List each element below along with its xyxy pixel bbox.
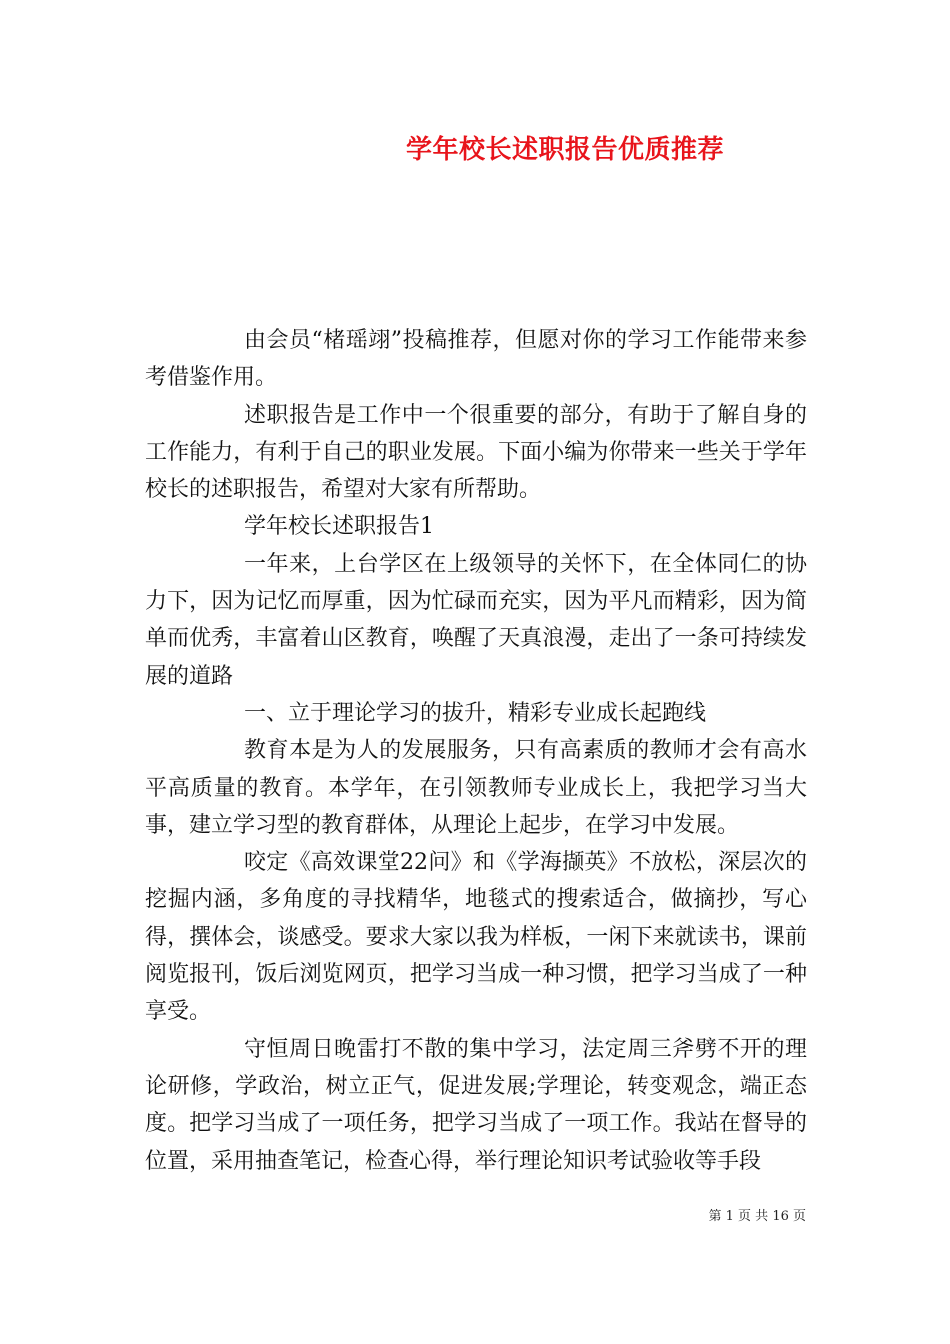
paragraph-intro: 由会员“楮瑶翊”投稿推荐，但愿对你的学习工作能带来参考借鉴作用。 — [145, 328, 807, 391]
paragraph-reading: 咬定《高效课堂22问》和《学海撷英》不放松，深层次的挖掘内涵，多角度的寻找精华，地毯式的搜索适合，做摘抄，写心得，撰体会，谈感受。要求大家以我为样板，一闲下来就读书，课前阅览报刊，饭后浏览网页，把学习当成一种习惯，把学习当成了一种享受。 — [145, 850, 807, 1025]
document-body — [145, 322, 807, 1180]
section-heading-theory-study: 一、立于理论学习的拔升，精彩专业成长起跑线 — [244, 700, 707, 726]
page-number-footer: 第 1 页 共 16 页 — [708, 1209, 806, 1224]
paragraph-education-purpose: 教育本是为人的发展服务，只有高素质的教师才会有高水平高质量的教育。本学年，在引领教师专业成长上，我把学习当大事，建立学习型的教育群体，从理论上起步，在学习中发展。 — [145, 738, 807, 838]
paragraph-weekly-study: 守恒周日晚雷打不散的集中学习，法定周三斧劈不开的理论研修，学政治，树立正气，促进发展;学理论，转变观念，端正态度。把学习当成了一项任务，把学习当成了一项工作。我站在督导的位置，采用抽查笔记，检查心得，举行理论知识考试验收等手段 — [145, 1036, 807, 1174]
paragraph-overview: 一年来，上台学区在上级领导的关怀下，在全体同仁的协力下，因为记忆而厚重，因为忙碌而充实，因为平凡而精彩，因为简单而优秀，丰富着山区教育，唤醒了天真浪漫，走出了一条可持续发展的道路 — [145, 551, 807, 689]
paragraph-preface: 述职报告是工作中一个很重要的部分，有助于了解自身的工作能力，有利于自己的职业发展。下面小编为你带来一些关于学年校长的述职报告，希望对大家有所帮助。 — [145, 402, 807, 503]
section-heading-report-1: 学年校长述职报告1 — [244, 514, 434, 540]
document-title: 学年校长述职报告优质推荐 — [405, 135, 724, 165]
